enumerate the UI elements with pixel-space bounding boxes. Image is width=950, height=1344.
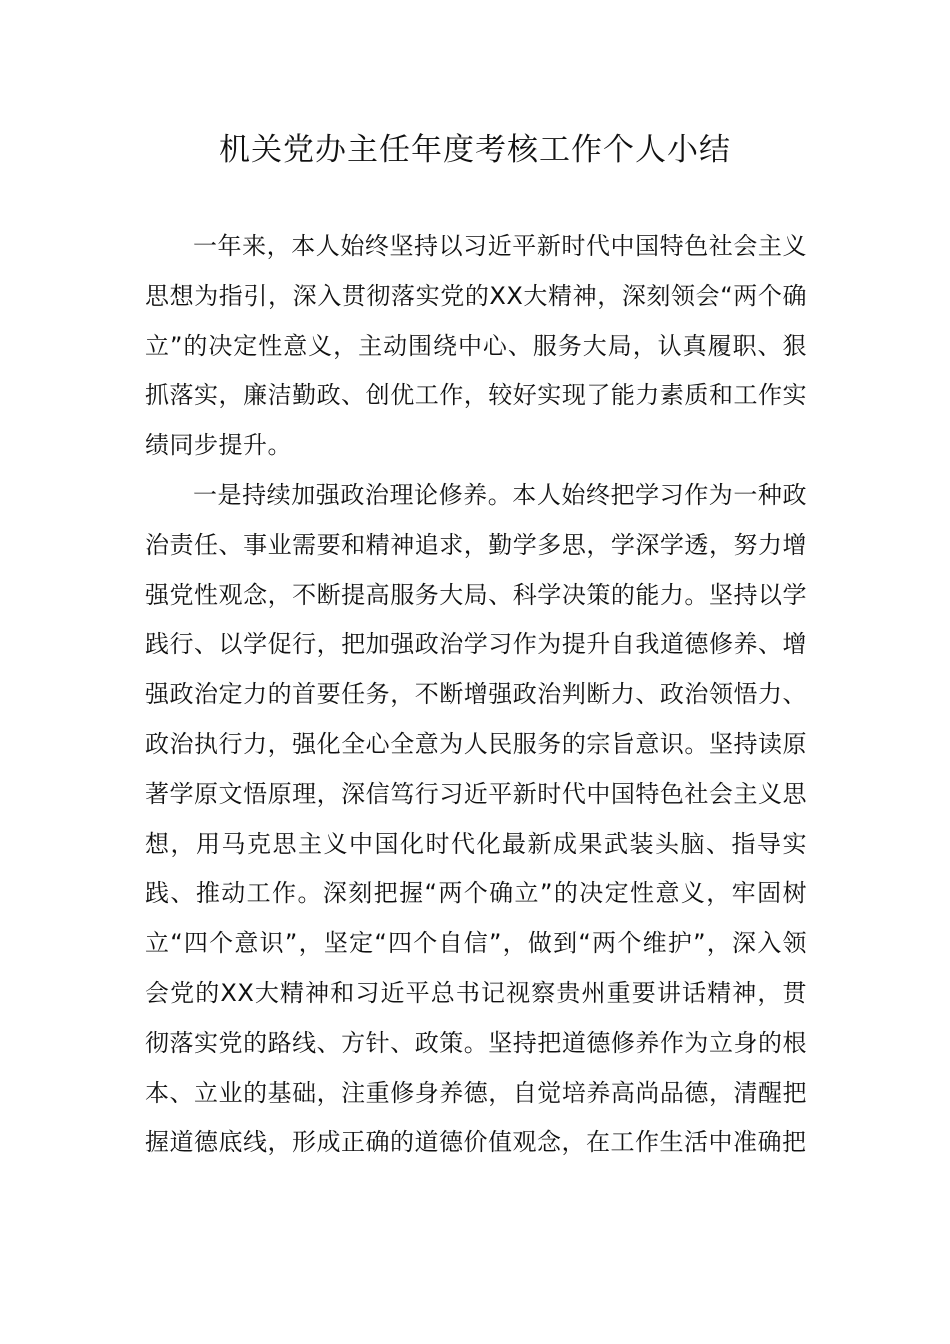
document-body xyxy=(145,222,807,1168)
document-title: 机关党办主任年度考核工作个人小结 xyxy=(219,132,731,168)
paragraph-intro: 一年来，本人始终坚持以习近平新时代中国特色社会主义思想为指引，深入贯彻落实党的XX大精神，深刻领会“两个确立”的决定性意义，主动围绕中心、服务大局，认真履职、狠抓落实，廉洁勤政、创优工作，较好实现了能力素质和工作实绩同步提升。 xyxy=(145,232,807,460)
paragraph-political-theory: 一是持续加强政治理论修养。本人始终把学习作为一种政治责任、事业需要和精神追求，勤学多思，学深学透，努力增强党性观念，不断提高服务大局、科学决策的能力。坚持以学践行、以学促行，把加强政治学习作为提升自我道德修养、增强政治定力的首要任务，不断增强政治判断力、政治领悟力、政治执行力，强化全心全意为人民服务的宗旨意识。坚持读原著学原文悟原理，深信笃行习近平新时代中国特色社会主义思想，用马克思主义中国化时代化最新成果武装头脑、指导实践、推动工作。深刻把握“两个确立”的决定性意义，牢固树立“四个意识”，坚定“四个自信”，做到“两个维护”，深入领会党的XX大精神和习近平总书记视察贵州重要讲话精神，贯彻落实党的路线、方针、政策。坚持把道德修养作为立身的根本、立业的基础，注重修身养德，自觉培养高尚品德，清醒把握道德底线，形成正确的道德价值观念，在工作生活中准确把 xyxy=(145,480,807,1157)
